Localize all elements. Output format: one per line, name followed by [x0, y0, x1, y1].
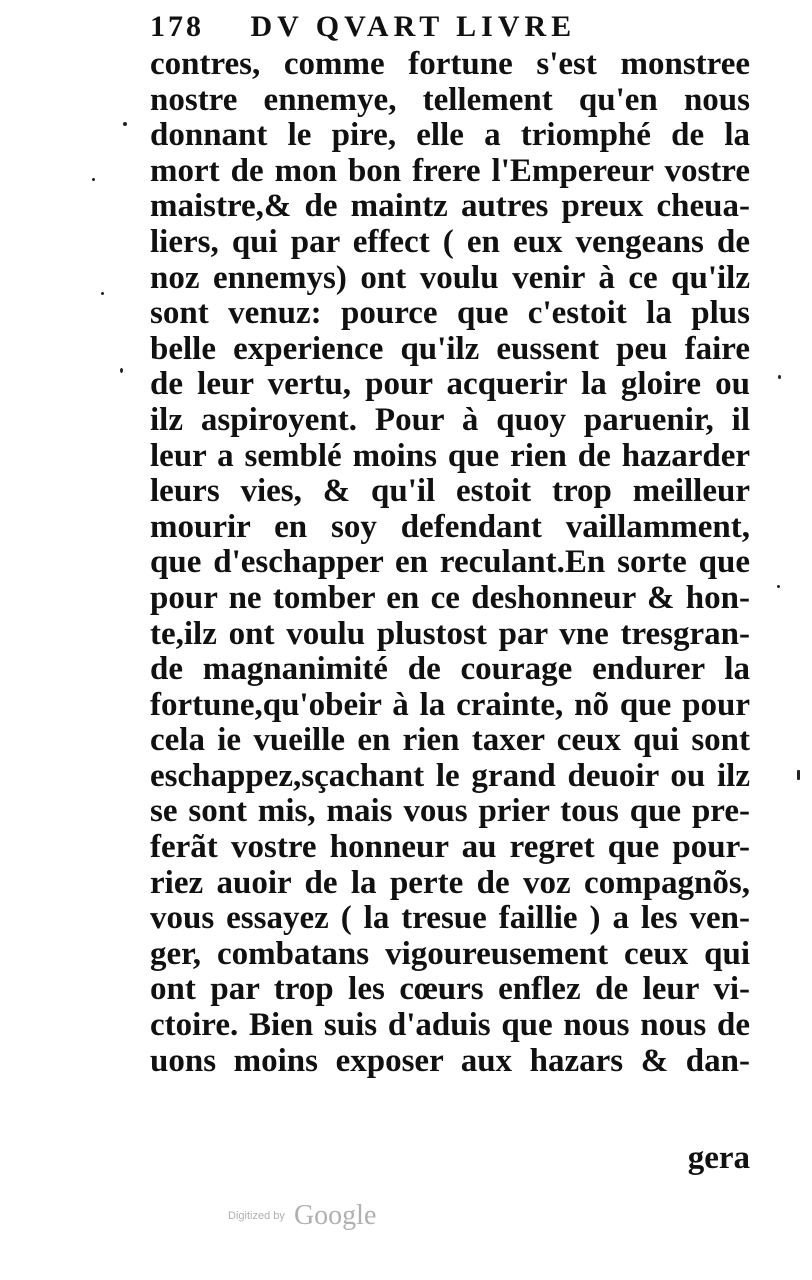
- text-line: se sont mis, mais vous prier tous que pre-: [150, 794, 750, 830]
- text-line: ger, combatans vigoureusement ceux qui: [150, 936, 750, 972]
- text-line: ilz aspiroyent. Pour à quoy paruenir, il: [150, 402, 750, 438]
- text-line: donnant le pire, elle a triomphé de la: [150, 118, 750, 154]
- running-title: DV QVART LIVRE: [250, 10, 577, 43]
- ink-speck: [797, 770, 800, 780]
- text-line: leur a semblé moins que rien de hazarder: [150, 438, 750, 474]
- ink-speck: [92, 178, 95, 181]
- ink-speck: [123, 122, 127, 126]
- text-line: mourir en soy defendant vaillamment,: [150, 509, 750, 545]
- text-line: ferãt vostre honneur au regret que pour-: [150, 830, 750, 866]
- text-line: pour ne tomber en ce deshonneur & hon-: [150, 580, 750, 616]
- text-line: mort de mon bon frere l'Empereur vostre: [150, 153, 750, 189]
- text-line: nostre ennemye, tellement qu'en nous: [150, 82, 750, 118]
- text-line: te,ilz ont voulu plustost par vne tresgran-: [150, 616, 750, 652]
- ink-speck: [777, 585, 780, 588]
- text-line: vous essayez ( la tresue faillie ) a les ven-: [150, 901, 750, 937]
- catchword: gera: [687, 1140, 750, 1176]
- digitized-prefix: Digitized by: [228, 1210, 285, 1222]
- text-line: eschappez,sçachant le grand deuoir ou ilz: [150, 758, 750, 794]
- digitized-watermark: [228, 1200, 376, 1240]
- text-line: noz ennemys) ont voulu venir à ce qu'ilz: [150, 260, 750, 296]
- text-line: de magnanimité de courage endurer la: [150, 652, 750, 688]
- running-head: [150, 10, 750, 50]
- text-line: contres, comme fortune s'est monstree: [150, 47, 750, 82]
- text-line: liers, qui par effect ( en eux vengeans de: [150, 224, 750, 260]
- text-line: que d'eschapper en reculant.En sorte que: [150, 545, 750, 581]
- text-line: fortune,qu'obeir à la crainte, nõ que pour: [150, 687, 750, 723]
- text-block: [150, 47, 750, 1079]
- text-line: cela ie vueille en rien taxer ceux qui sont: [150, 723, 750, 759]
- text-line: belle experience qu'ilz eussent peu faire: [150, 331, 750, 367]
- text-line: maistre,& de maintz autres preux cheua-: [150, 189, 750, 225]
- text-line: riez auoir de la perte de voz compagnõs,: [150, 865, 750, 901]
- ink-speck: [101, 292, 104, 295]
- text-line: leurs vies, & qu'il estoit trop meilleur: [150, 474, 750, 510]
- text-line: ctoire. Bien suis d'aduis que nous nous de: [150, 1008, 750, 1044]
- text-line: de leur vertu, pour acquerir la gloire ou: [150, 367, 750, 403]
- ink-speck: [120, 368, 123, 373]
- text-line: sont venuz: pource que c'estoit la plus: [150, 296, 750, 332]
- text-line: uons moins exposer aux hazars & dan-: [150, 1043, 750, 1079]
- text-line: ont par trop les cœurs enflez de leur vi-: [150, 972, 750, 1008]
- ink-speck: [778, 375, 781, 379]
- page-number: 178: [150, 10, 204, 43]
- google-logo: Google: [293, 1200, 377, 1231]
